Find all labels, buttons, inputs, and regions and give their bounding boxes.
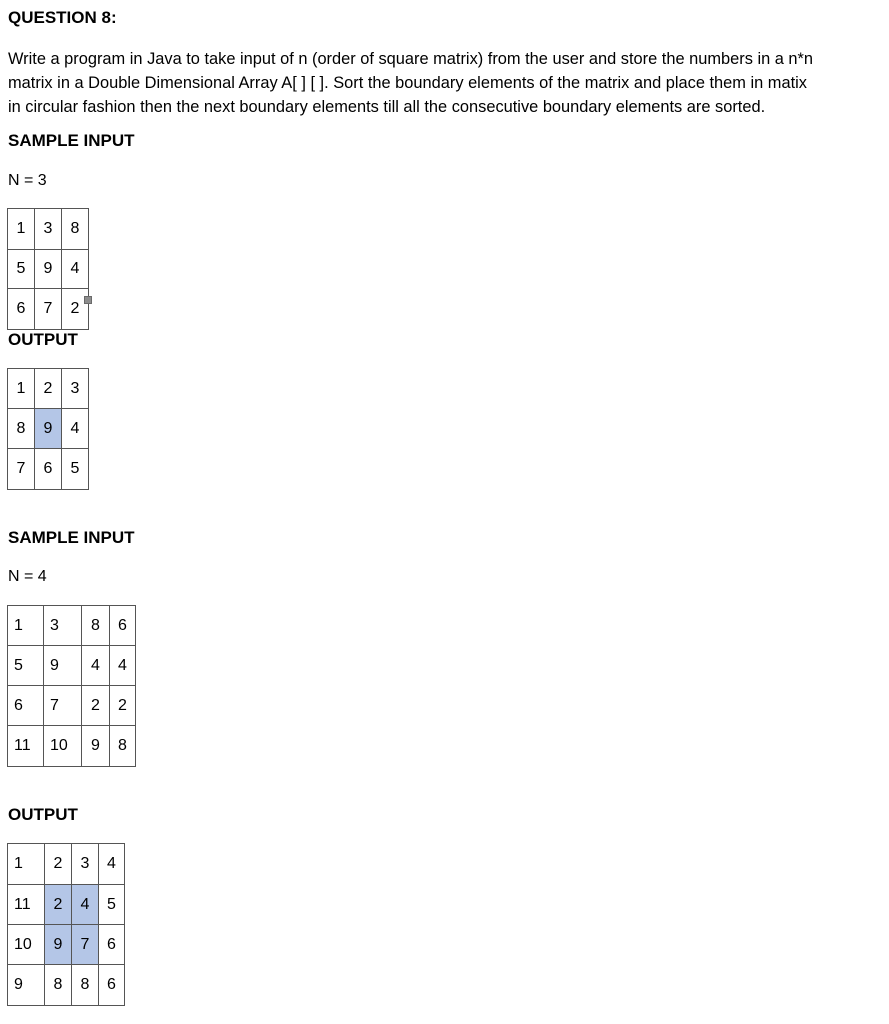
matrix-cell: 10 [8, 925, 45, 965]
matrix-cell: 1 [8, 369, 35, 409]
matrix-cell: 8 [62, 209, 89, 250]
matrix-cell: 2 [62, 289, 89, 330]
matrix-cell: 3 [44, 606, 82, 646]
matrix-cell: 3 [72, 844, 99, 885]
matrix-cell-highlighted: 2 [45, 885, 72, 925]
description-line-3: in circular fashion then the next boundary elements till all the consecutive boundary elements are sorted. [8, 98, 766, 116]
matrix-cell: 1 [8, 606, 44, 646]
matrix-cell: 6 [99, 965, 125, 1006]
matrix-cell: 6 [8, 289, 35, 330]
input-matrix-2 [7, 605, 136, 767]
n-value-1: N = 3 [8, 172, 47, 189]
matrix-cell: 6 [110, 606, 136, 646]
matrix-cell: 8 [82, 606, 110, 646]
matrix-cell: 2 [82, 686, 110, 726]
matrix-cell: 2 [35, 369, 62, 409]
matrix-cell: 6 [35, 449, 62, 490]
matrix-cell: 7 [44, 686, 82, 726]
description-line-1: Write a program in Java to take input of n (order of square matrix) from the user and store the numbers in a n*n [8, 50, 814, 68]
matrix-cell: 5 [8, 250, 35, 289]
n-value-2: N = 4 [8, 568, 47, 585]
question-description [8, 47, 878, 119]
matrix-cell: 4 [110, 646, 136, 686]
output-heading-1: OUTPUT [8, 330, 78, 349]
matrix-cell: 5 [8, 646, 44, 686]
matrix-cell: 9 [8, 965, 45, 1006]
matrix-cell: 1 [8, 844, 45, 885]
matrix-cell: 8 [45, 965, 72, 1006]
matrix-cell: 2 [110, 686, 136, 726]
matrix-cell: 3 [35, 209, 62, 250]
matrix-cell: 9 [35, 250, 62, 289]
matrix-cell: 5 [62, 449, 89, 490]
matrix-cell: 6 [8, 686, 44, 726]
sample-input-heading-2: SAMPLE INPUT [8, 528, 135, 547]
matrix-cell: 8 [8, 409, 35, 449]
matrix-cell: 9 [82, 726, 110, 767]
matrix-cell: 8 [110, 726, 136, 767]
matrix-cell: 8 [72, 965, 99, 1006]
matrix-cell: 4 [82, 646, 110, 686]
matrix-cell: 11 [8, 885, 45, 925]
matrix-cell-highlighted: 7 [72, 925, 99, 965]
matrix-cell: 6 [99, 925, 125, 965]
matrix-cell: 4 [99, 844, 125, 885]
matrix-cell: 1 [8, 209, 35, 250]
matrix-cell: 11 [8, 726, 44, 767]
question-title: QUESTION 8: [8, 8, 117, 27]
matrix-cell: 4 [62, 250, 89, 289]
matrix-cell: 2 [45, 844, 72, 885]
matrix-cell-highlighted: 9 [35, 409, 62, 449]
sample-input-heading-1: SAMPLE INPUT [8, 131, 135, 150]
note-icon [84, 296, 92, 304]
matrix-cell: 7 [35, 289, 62, 330]
output-heading-2: OUTPUT [8, 805, 78, 824]
matrix-cell-highlighted: 4 [72, 885, 99, 925]
matrix-cell: 9 [44, 646, 82, 686]
matrix-cell: 10 [44, 726, 82, 767]
output-matrix-1 [7, 368, 89, 490]
matrix-cell: 5 [99, 885, 125, 925]
matrix-cell-highlighted: 9 [45, 925, 72, 965]
matrix-cell: 7 [8, 449, 35, 490]
input-matrix-1 [7, 208, 89, 330]
output-matrix-2 [7, 843, 125, 1006]
matrix-cell: 4 [62, 409, 89, 449]
description-line-2: matrix in a Double Dimensional Array A[ ] [ ]. Sort the boundary elements of the matrix and place them in matix [8, 74, 807, 92]
matrix-cell: 3 [62, 369, 89, 409]
